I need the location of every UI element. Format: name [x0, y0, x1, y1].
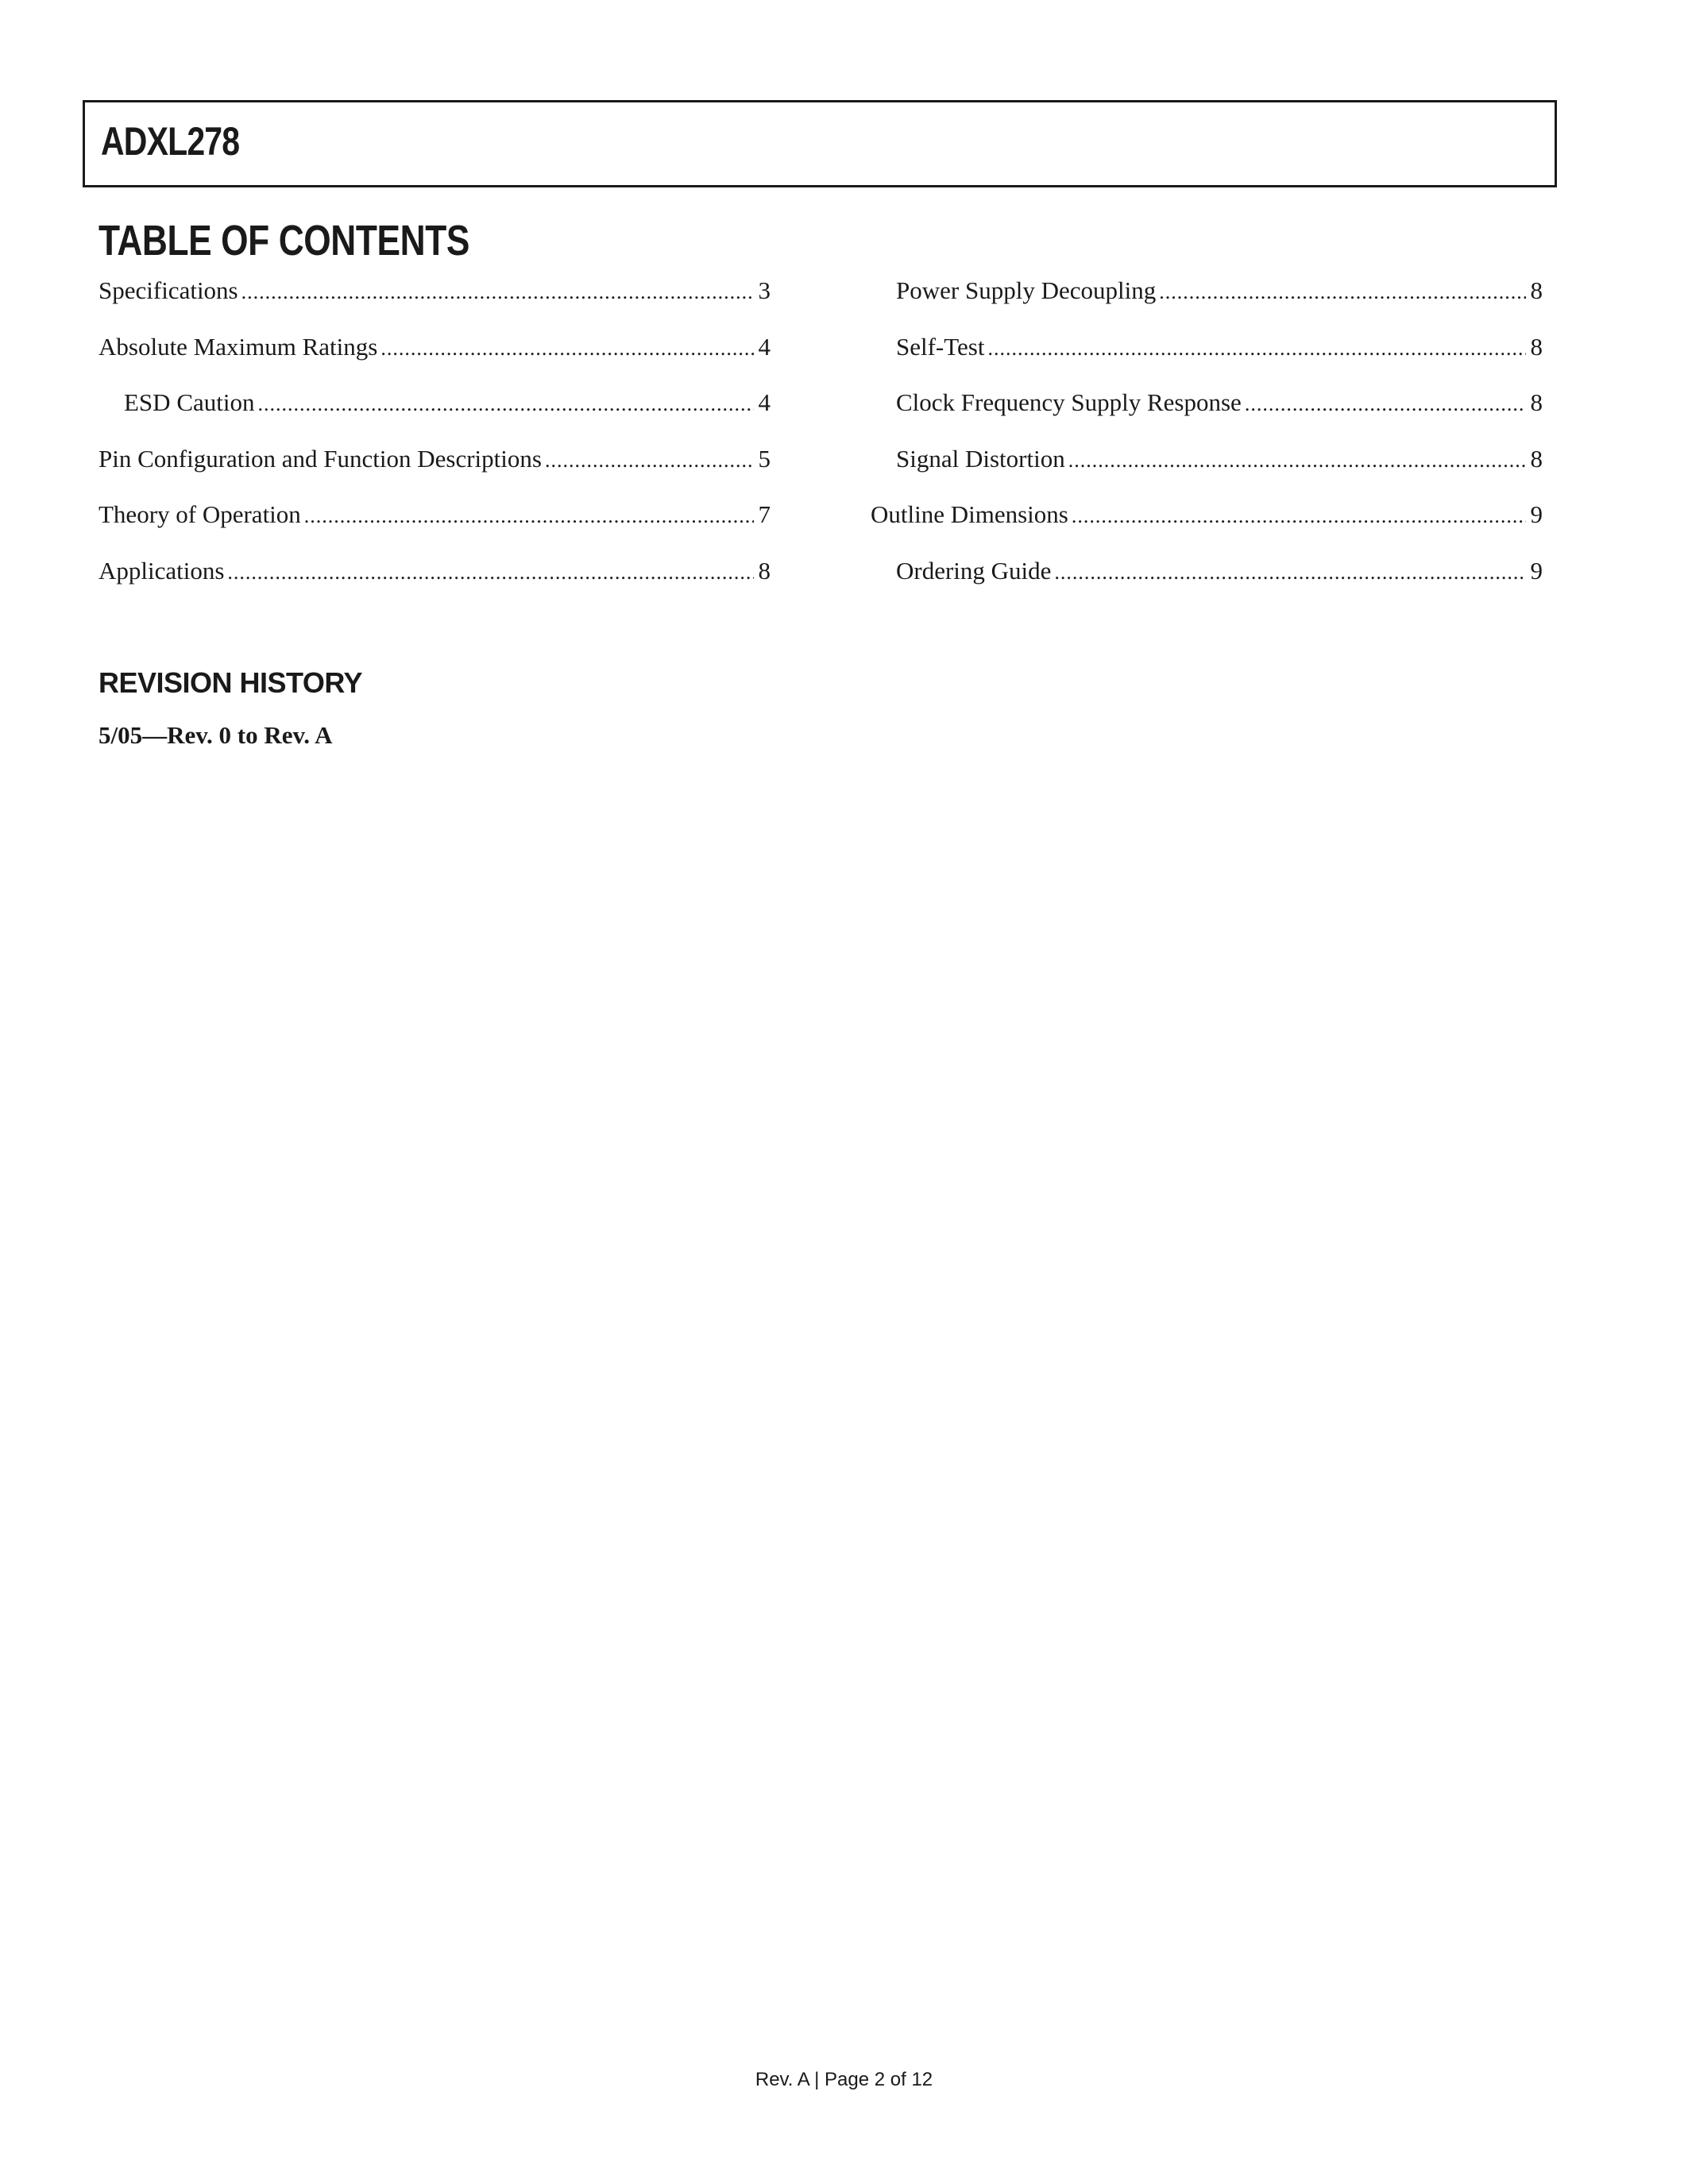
toc-entry-page: 9	[1530, 556, 1543, 585]
toc-entry-page: 8	[758, 556, 771, 585]
toc-entry-label: Power Supply Decoupling	[896, 276, 1157, 304]
toc-entry-label: Applications	[98, 556, 225, 585]
toc-right-column	[871, 276, 1543, 612]
toc-entry-label: ESD Caution	[124, 388, 255, 416]
toc-entry-signal-distortion[interactable]	[871, 445, 1543, 501]
toc-entry-label: Clock Frequency Supply Response	[896, 388, 1242, 416]
toc-left-column	[98, 276, 771, 612]
toc-dot-leader	[1054, 561, 1525, 585]
toc-title: TABLE OF CONTENTS	[98, 217, 469, 264]
toc-entry-absolute-maximum-ratings[interactable]	[98, 333, 771, 389]
toc-dot-leader	[1245, 392, 1526, 416]
toc-entry-applications[interactable]	[98, 557, 771, 613]
toc-entry-esd-caution[interactable]	[98, 388, 771, 445]
toc-entry-pin-configuration[interactable]	[98, 445, 771, 501]
revision-history-entry: 5/05—Rev. 0 to Rev. A	[98, 721, 333, 749]
toc-dot-leader	[987, 337, 1525, 361]
toc-entry-label: Self-Test	[896, 332, 985, 361]
toc-entry-page: 3	[758, 276, 771, 304]
toc-entry-ordering-guide[interactable]	[871, 557, 1543, 613]
toc-entry-label: Outline Dimensions	[871, 500, 1068, 528]
toc-dot-leader	[304, 504, 754, 528]
toc-entry-theory-of-operation[interactable]	[98, 500, 771, 557]
revision-history-heading: REVISION HISTORY	[98, 666, 363, 699]
header-box	[83, 100, 1557, 187]
toc-dot-leader	[1072, 504, 1526, 528]
toc-entry-page: 5	[758, 444, 771, 473]
toc-entry-clock-frequency-supply-response[interactable]	[871, 388, 1543, 445]
toc-entry-label: Specifications	[98, 276, 238, 304]
toc-entry-label: Ordering Guide	[896, 556, 1052, 585]
toc-entry-label: Theory of Operation	[98, 500, 301, 528]
toc-entry-page: 7	[758, 500, 771, 528]
toc-entry-page: 4	[758, 332, 771, 361]
toc-entry-power-supply-decoupling[interactable]	[871, 276, 1543, 333]
toc-entry-page: 8	[1530, 444, 1543, 473]
toc-entry-specifications[interactable]	[98, 276, 771, 333]
toc-dot-leader	[241, 280, 754, 304]
toc-entry-page: 8	[1530, 388, 1543, 416]
toc-entry-page: 4	[758, 388, 771, 416]
toc-entry-page: 8	[1530, 276, 1543, 304]
toc-entry-label: Absolute Maximum Ratings	[98, 332, 378, 361]
toc-entry-label: Pin Configuration and Function Descriptions	[98, 444, 542, 473]
toc-entry-self-test[interactable]	[871, 333, 1543, 389]
toc-dot-leader	[257, 392, 753, 416]
part-number: ADXL278	[101, 119, 240, 164]
toc-entry-outline-dimensions[interactable]	[871, 500, 1543, 557]
toc-dot-leader	[380, 337, 753, 361]
toc-dot-leader	[545, 449, 754, 473]
toc-entry-page: 8	[1530, 332, 1543, 361]
toc-entry-page: 9	[1530, 500, 1543, 528]
toc-entry-label: Signal Distortion	[896, 444, 1065, 473]
toc-dot-leader	[1159, 280, 1525, 304]
toc-dot-leader	[227, 561, 753, 585]
page-footer: Rev. A | Page 2 of 12	[755, 2069, 933, 2090]
toc-dot-leader	[1068, 449, 1526, 473]
